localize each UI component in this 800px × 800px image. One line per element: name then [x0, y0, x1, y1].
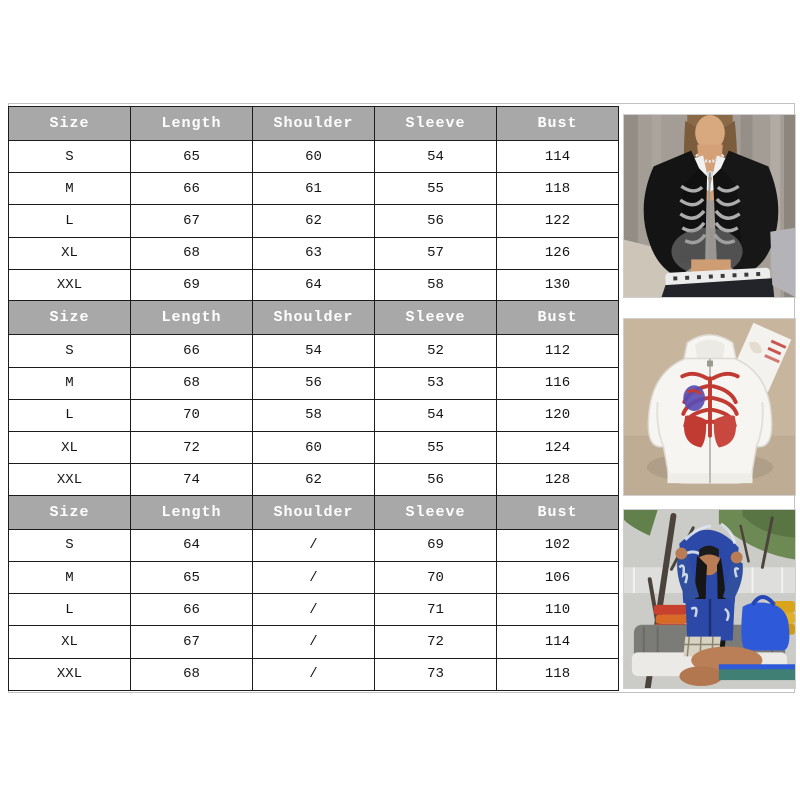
size-row-s [9, 529, 619, 561]
measurement-value: 54 [375, 399, 497, 431]
measurement-value: 70 [375, 562, 497, 594]
header-row [9, 107, 619, 141]
product-photos-column [622, 104, 796, 692]
measurement-value: 71 [375, 594, 497, 626]
size-label: XXL [9, 658, 131, 690]
white-hoodie-photo-graphic [624, 319, 795, 495]
header-row [9, 495, 619, 529]
measurement-value: 114 [497, 626, 619, 658]
measurement-value: 73 [375, 658, 497, 690]
measurement-value: 65 [131, 141, 253, 173]
measurement-value: 63 [253, 237, 375, 269]
header-row [9, 301, 619, 335]
size-row-xxl [9, 464, 619, 496]
size-table-3 [8, 495, 619, 691]
column-header-shoulder: Shoulder [253, 495, 375, 529]
size-label: XXL [9, 464, 131, 496]
size-row-l [9, 205, 619, 237]
measurement-value: / [253, 529, 375, 561]
blue-hoodie-photo-graphic [624, 510, 795, 688]
measurement-value: 60 [253, 431, 375, 463]
measurement-value: 120 [497, 399, 619, 431]
size-label: S [9, 335, 131, 367]
size-row-m [9, 173, 619, 205]
measurement-value: 66 [131, 594, 253, 626]
column-header-length: Length [131, 107, 253, 141]
size-label: M [9, 173, 131, 205]
measurement-value: 68 [131, 658, 253, 690]
size-row-l [9, 399, 619, 431]
column-header-bust: Bust [497, 301, 619, 335]
size-row-xl [9, 431, 619, 463]
column-header-shoulder: Shoulder [253, 107, 375, 141]
size-row-l [9, 594, 619, 626]
measurement-value: / [253, 626, 375, 658]
size-table-2 [8, 300, 619, 496]
measurement-value: 65 [131, 562, 253, 594]
content-frame [8, 103, 795, 693]
size-label: L [9, 399, 131, 431]
size-tables-column [8, 106, 619, 691]
measurement-value: 70 [131, 399, 253, 431]
measurement-value: 72 [131, 431, 253, 463]
measurement-value: / [253, 594, 375, 626]
measurement-value: 54 [253, 335, 375, 367]
product-photo-blue-graphic-hoodie [623, 509, 796, 689]
measurement-value: / [253, 658, 375, 690]
measurement-value: 55 [375, 173, 497, 205]
size-row-s [9, 335, 619, 367]
size-label: S [9, 141, 131, 173]
measurement-value: 64 [253, 269, 375, 301]
measurement-value: 56 [375, 464, 497, 496]
measurement-value: 67 [131, 626, 253, 658]
measurement-value: 128 [497, 464, 619, 496]
measurement-value: 67 [131, 205, 253, 237]
measurement-value: 118 [497, 173, 619, 205]
size-row-xl [9, 237, 619, 269]
black-hoodie-photo-graphic [624, 115, 795, 297]
column-header-sleeve: Sleeve [375, 301, 497, 335]
measurement-value: 102 [497, 529, 619, 561]
column-header-length: Length [131, 301, 253, 335]
product-photo-white-skeleton-hoodie [623, 318, 796, 496]
size-label: XL [9, 237, 131, 269]
measurement-value: 62 [253, 205, 375, 237]
measurement-value: 53 [375, 367, 497, 399]
measurement-value: 52 [375, 335, 497, 367]
measurement-value: 116 [497, 367, 619, 399]
measurement-value: 58 [253, 399, 375, 431]
size-row-m [9, 367, 619, 399]
column-header-shoulder: Shoulder [253, 301, 375, 335]
measurement-value: 126 [497, 237, 619, 269]
size-label: L [9, 594, 131, 626]
column-header-length: Length [131, 495, 253, 529]
measurement-value: 56 [375, 205, 497, 237]
size-row-xxl [9, 269, 619, 301]
measurement-value: 114 [497, 141, 619, 173]
size-label: XL [9, 431, 131, 463]
measurement-value: 122 [497, 205, 619, 237]
measurement-value: 130 [497, 269, 619, 301]
measurement-value: 110 [497, 594, 619, 626]
measurement-value: 69 [375, 529, 497, 561]
measurement-value: 68 [131, 237, 253, 269]
measurement-value: 58 [375, 269, 497, 301]
measurement-value: 66 [131, 173, 253, 205]
measurement-value: 56 [253, 367, 375, 399]
size-row-xl [9, 626, 619, 658]
column-header-bust: Bust [497, 495, 619, 529]
measurement-value: 62 [253, 464, 375, 496]
size-label: M [9, 562, 131, 594]
size-label: XL [9, 626, 131, 658]
size-row-xxl [9, 658, 619, 690]
size-row-m [9, 562, 619, 594]
measurement-value: 55 [375, 431, 497, 463]
column-header-sleeve: Sleeve [375, 107, 497, 141]
measurement-value: 118 [497, 658, 619, 690]
column-header-size: Size [9, 495, 131, 529]
column-header-bust: Bust [497, 107, 619, 141]
column-header-sleeve: Sleeve [375, 495, 497, 529]
measurement-value: 68 [131, 367, 253, 399]
size-label: XXL [9, 269, 131, 301]
product-photo-black-skeleton-hoodie [623, 114, 796, 298]
measurement-value: 60 [253, 141, 375, 173]
size-label: M [9, 367, 131, 399]
measurement-value: 54 [375, 141, 497, 173]
size-label: S [9, 529, 131, 561]
size-label: L [9, 205, 131, 237]
measurement-value: 112 [497, 335, 619, 367]
measurement-value: 61 [253, 173, 375, 205]
measurement-value: 64 [131, 529, 253, 561]
measurement-value: 74 [131, 464, 253, 496]
measurement-value: / [253, 562, 375, 594]
column-header-size: Size [9, 301, 131, 335]
size-table-1 [8, 106, 619, 302]
measurement-value: 66 [131, 335, 253, 367]
measurement-value: 124 [497, 431, 619, 463]
measurement-value: 57 [375, 237, 497, 269]
measurement-value: 72 [375, 626, 497, 658]
measurement-value: 69 [131, 269, 253, 301]
size-row-s [9, 141, 619, 173]
column-header-size: Size [9, 107, 131, 141]
measurement-value: 106 [497, 562, 619, 594]
